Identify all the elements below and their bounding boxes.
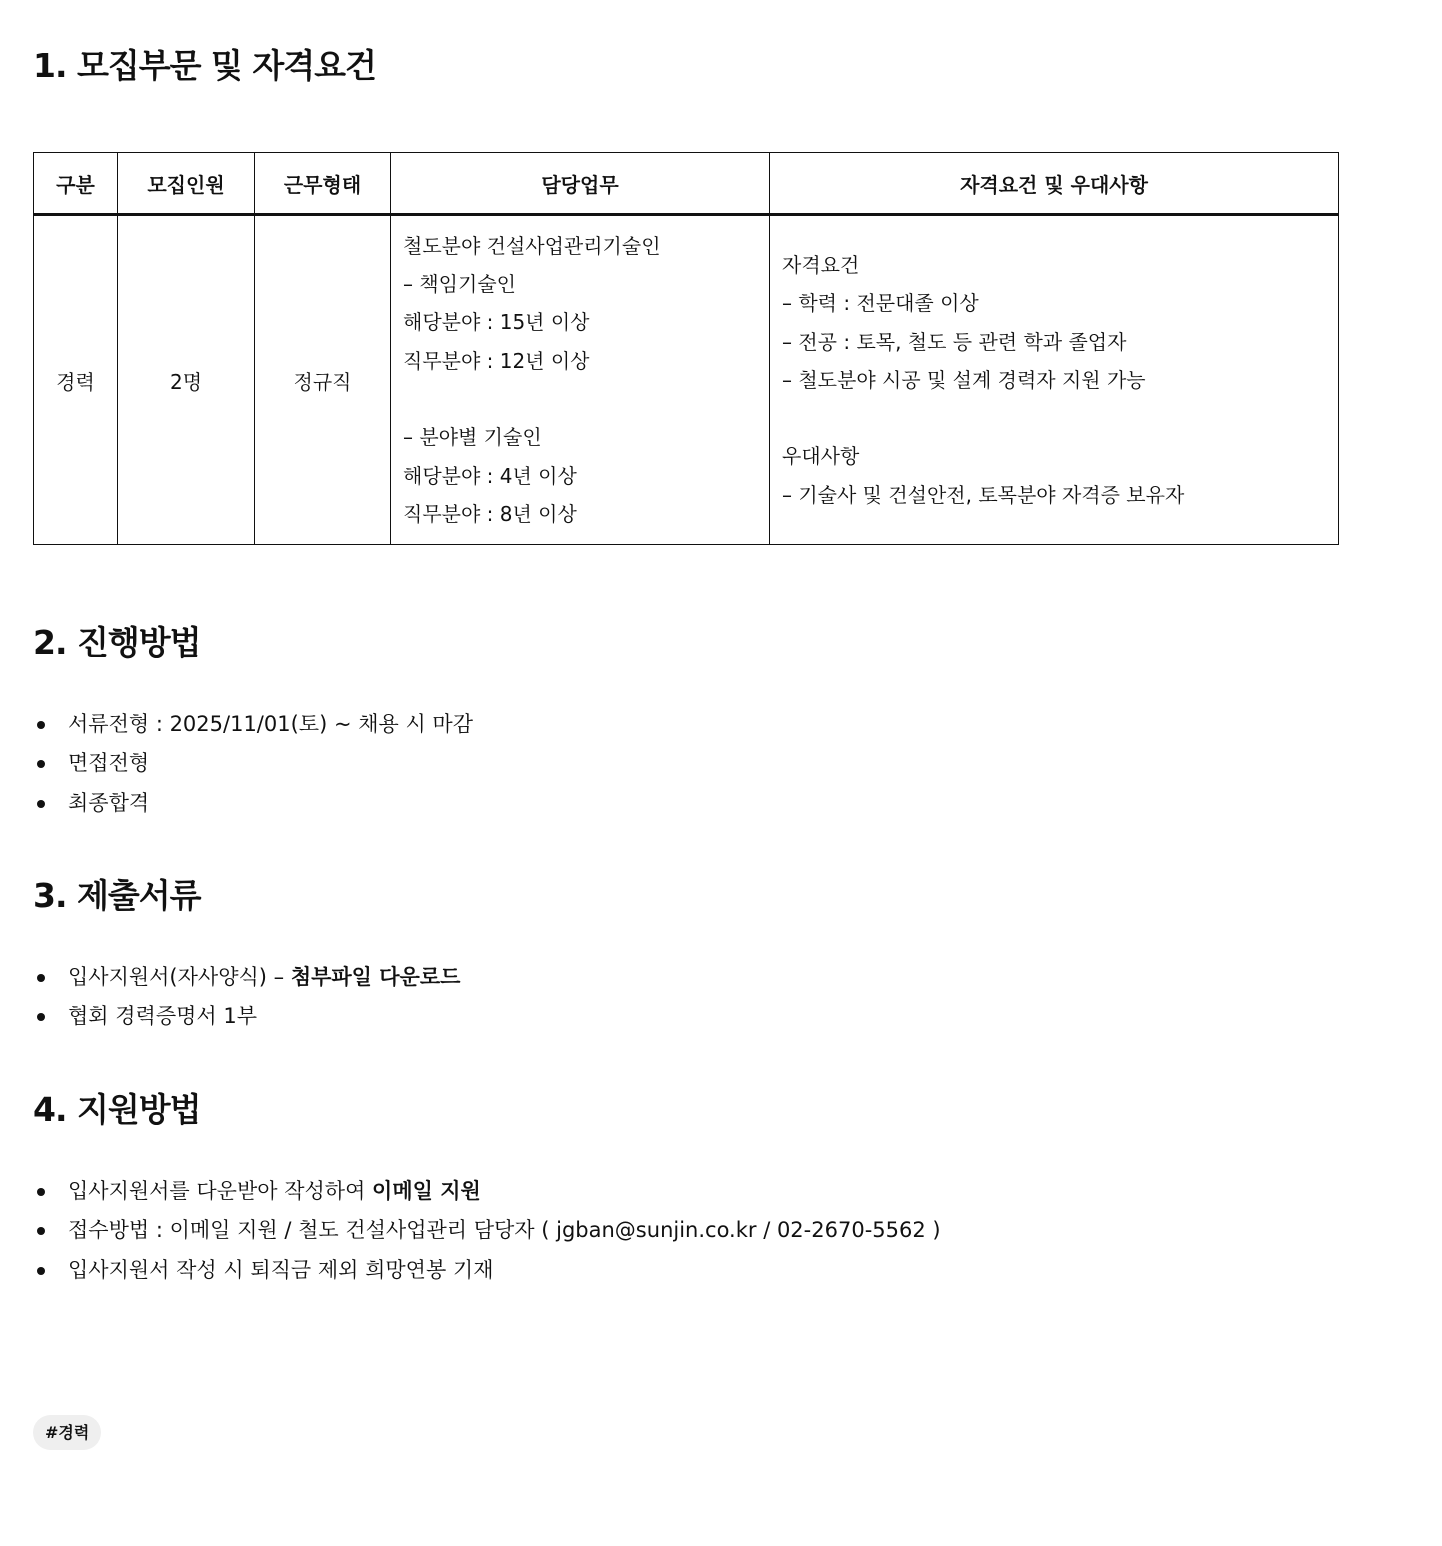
attachment-download-link[interactable]: 첨부파일 다운로드 xyxy=(290,965,461,989)
list-item xyxy=(33,1211,941,1250)
requirements-line: – 전공 : 토목, 철도 등 관련 학과 졸업자 xyxy=(782,329,1127,354)
requirements-spacer xyxy=(782,399,1338,437)
document-application-form: 입사지원서(자사양식) – xyxy=(68,965,291,989)
table-header-row xyxy=(34,153,1339,215)
section-title-apply: 4. 지원방법 xyxy=(33,1090,201,1129)
process-step-document: 서류전형 : 2025/11/01(토) ~ 채용 시 마감 xyxy=(68,712,474,736)
column-header-headcount: 모집인원 xyxy=(118,153,255,215)
requirements-line: – 철도분야 시공 및 설계 경력자 지원 가능 xyxy=(782,367,1146,392)
duties-line: 철도분야 건설사업관리기술인 xyxy=(403,233,661,258)
list-item xyxy=(33,1251,941,1290)
list-item xyxy=(33,744,473,783)
bullet-icon xyxy=(37,1267,45,1275)
table-row xyxy=(34,215,1339,545)
list-item xyxy=(33,958,460,997)
cell-headcount: 2명 xyxy=(118,215,255,545)
bullet-icon xyxy=(37,1188,45,1196)
duties-line: 해당분야 : 4년 이상 xyxy=(403,463,577,488)
apply-contact: 접수방법 : 이메일 지원 / 철도 건설사업관리 담당자 ( jgban@sunjin.co.kr / 02-2670-5562 ) xyxy=(68,1218,941,1243)
duties-line: – 분야별 기술인 xyxy=(403,425,542,450)
list-item xyxy=(33,997,460,1036)
column-header-division: 구분 xyxy=(34,153,118,215)
tag-chip[interactable]: #경력 xyxy=(33,1415,101,1450)
bullet-icon xyxy=(37,1227,45,1235)
bullet-icon xyxy=(37,800,45,808)
recruitment-table xyxy=(33,152,1339,545)
cell-employment-type: 정규직 xyxy=(255,215,391,545)
section-title-documents: 3. 제출서류 xyxy=(33,876,201,915)
duties-line: – 책임기술인 xyxy=(403,272,516,297)
apply-email-emphasis: 이메일 지원 xyxy=(372,1179,481,1203)
apply-instruction: 입사지원서를 다운받아 작성하여 xyxy=(68,1179,373,1203)
bullet-icon xyxy=(37,974,45,982)
list-item xyxy=(33,705,473,744)
document-career-certificate: 협회 경력증명서 1부 xyxy=(68,1004,257,1029)
column-header-duties: 담당업무 xyxy=(391,153,770,215)
duties-line: 직무분야 : 12년 이상 xyxy=(403,348,590,373)
list-item xyxy=(33,784,473,823)
list-item xyxy=(33,1172,941,1211)
duties-line: 해당분야 : 15년 이상 xyxy=(403,310,590,335)
section-title-process: 2. 진행방법 xyxy=(33,623,201,662)
requirements-line: 우대사항 xyxy=(782,444,860,469)
cell-division: 경력 xyxy=(34,215,118,545)
cell-requirements xyxy=(770,215,1339,545)
column-header-requirements: 자격요건 및 우대사항 xyxy=(770,153,1339,215)
bullet-icon xyxy=(37,721,45,729)
bullet-icon xyxy=(37,760,45,768)
requirements-line: – 기술사 및 건설안전, 토목분야 자격증 보유자 xyxy=(782,482,1185,507)
duties-line: 직무분야 : 8년 이상 xyxy=(403,501,577,526)
requirements-line: – 학력 : 전문대졸 이상 xyxy=(782,291,979,316)
requirements-line: 자격요건 xyxy=(782,252,860,277)
documents-list xyxy=(33,958,460,1037)
process-list xyxy=(33,705,473,823)
column-header-employment-type: 근무형태 xyxy=(255,153,391,215)
section-title-recruitment: 1. 모집부문 및 자격요건 xyxy=(33,46,376,85)
bullet-icon xyxy=(37,1013,45,1021)
apply-list xyxy=(33,1172,941,1290)
duties-spacer xyxy=(403,380,769,418)
process-step-final: 최종합격 xyxy=(68,790,150,815)
apply-salary-note: 입사지원서 작성 시 퇴직금 제외 희망연봉 기재 xyxy=(68,1257,494,1282)
process-step-interview: 면접전형 xyxy=(68,751,150,776)
cell-duties xyxy=(391,215,770,545)
